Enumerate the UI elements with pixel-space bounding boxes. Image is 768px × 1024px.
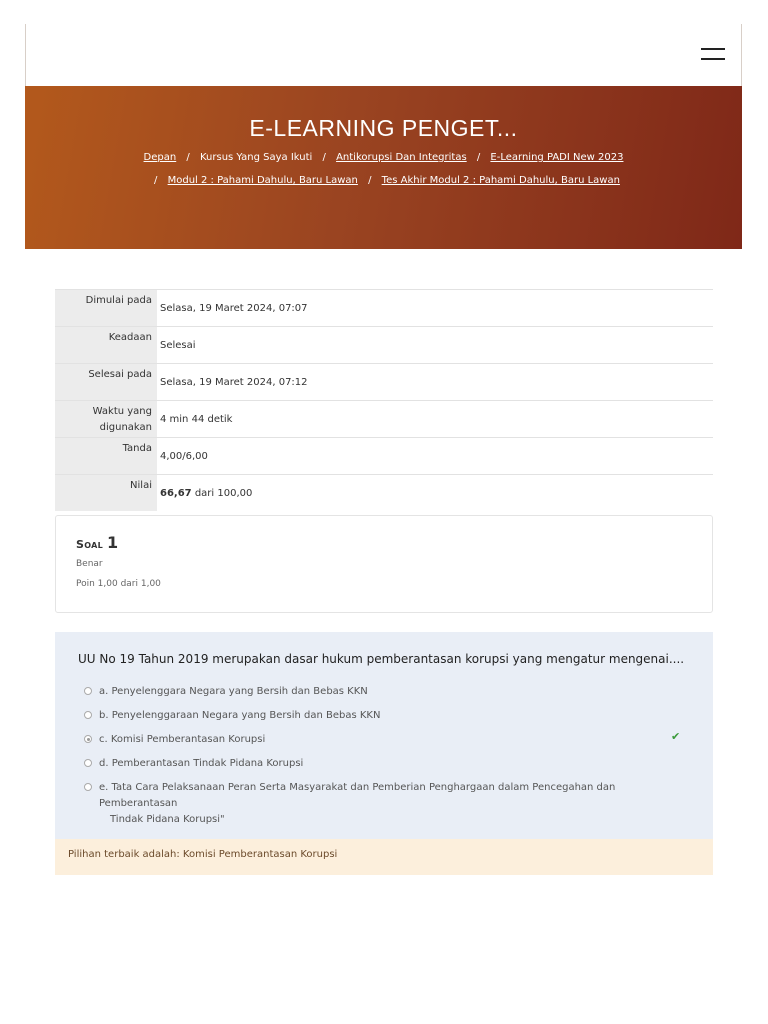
answer-text: Penyelenggara Negara yang Bersih dan Bebas KKN — [111, 686, 368, 697]
answer-option-d[interactable] — [84, 756, 684, 772]
summary-value — [157, 475, 713, 512]
radio-button[interactable] — [84, 759, 92, 767]
attempt-summary-table — [55, 289, 713, 511]
summary-row — [55, 364, 713, 401]
right-answer-feedback: Pilihan terbaik adalah: Komisi Pemberantasan Korupsi — [55, 839, 713, 875]
summary-value: 4,00/6,00 — [157, 438, 713, 475]
breadcrumb-separator: / — [368, 175, 372, 186]
summary-row — [55, 290, 713, 327]
check-icon: ✔ — [671, 730, 681, 743]
answer-letter: b. — [99, 710, 109, 721]
breadcrumb-link-depan[interactable]: Depan — [143, 152, 177, 163]
answer-option-c[interactable] — [84, 732, 684, 748]
answer-option-b[interactable] — [84, 708, 684, 724]
question-grade: Poin 1,00 dari 1,00 — [76, 579, 161, 589]
radio-button[interactable] — [84, 711, 92, 719]
radio-button-selected[interactable] — [84, 735, 92, 743]
radio-button[interactable] — [84, 687, 92, 695]
summary-label: Dimulai pada — [55, 290, 157, 327]
page-header — [25, 86, 742, 249]
summary-label: Selesai pada — [55, 364, 157, 401]
summary-label: Waktu yang digunakan — [55, 401, 157, 438]
breadcrumb-separator: / — [186, 152, 190, 163]
summary-row — [55, 401, 713, 438]
question-content — [55, 632, 713, 839]
summary-label: Tanda — [55, 438, 157, 475]
question-number — [76, 533, 118, 552]
answer-letter: c. — [99, 734, 108, 745]
answer-letter: e. — [99, 782, 109, 793]
grade-max: dari 100,00 — [194, 487, 253, 499]
summary-label: Keadaan — [55, 327, 157, 364]
answer-option-a[interactable] — [84, 684, 684, 700]
question-number-value: 1 — [107, 533, 119, 552]
question-info-box — [55, 515, 713, 613]
breadcrumb-link-elearning[interactable]: E-Learning PADI New 2023 — [490, 152, 624, 163]
top-navbar — [25, 24, 742, 86]
answer-text: Pemberantasan Tindak Pidana Korupsi — [111, 758, 304, 769]
answer-letter: d. — [99, 758, 109, 769]
breadcrumb-separator: / — [154, 175, 158, 186]
summary-label: Nilai — [55, 475, 157, 512]
breadcrumb-link-tes[interactable]: Tes Akhir Modul 2 : Pahami Dahulu, Baru Lawan — [381, 175, 620, 186]
answer-text: Penyelenggaraan Negara yang Bersih dan Bebas KKN — [111, 710, 381, 721]
summary-row — [55, 327, 713, 364]
answer-option-e[interactable] — [84, 780, 684, 828]
radio-button[interactable] — [84, 783, 92, 791]
page-title: E-LEARNING PENGET... — [249, 115, 518, 141]
breadcrumb-link-modul[interactable]: Modul 2 : Pahami Dahulu, Baru Lawan — [167, 175, 358, 186]
answer-text-continued: Tindak Pidana Korupsi" — [110, 814, 225, 825]
summary-value: 4 min 44 detik — [157, 401, 713, 438]
answer-text: Komisi Pemberantasan Korupsi — [110, 734, 266, 745]
question-text: UU No 19 Tahun 2019 merupakan dasar hukum pemberantasan korupsi yang mengatur mengenai.... — [78, 652, 685, 666]
breadcrumb-separator: / — [476, 152, 481, 163]
breadcrumb-separator: / — [322, 152, 326, 163]
summary-value: Selasa, 19 Maret 2024, 07:12 — [157, 364, 713, 401]
breadcrumb-link-antikorupsi[interactable]: Antikorupsi Dan Integritas — [336, 152, 467, 163]
answer-list — [84, 684, 684, 836]
question-label: Soal — [76, 538, 103, 551]
breadcrumb-item-kursus: Kursus Yang Saya Ikuti — [199, 152, 313, 163]
summary-value: Selesai — [157, 327, 713, 364]
hamburger-icon[interactable] — [701, 48, 725, 62]
summary-row — [55, 438, 713, 475]
grade-value: 66,67 — [160, 487, 192, 499]
summary-value: Selasa, 19 Maret 2024, 07:07 — [157, 290, 713, 327]
question-state: Benar — [76, 559, 103, 569]
answer-letter: a. — [99, 686, 109, 697]
summary-row — [55, 475, 713, 512]
answer-text: Tata Cara Pelaksanaan Peran Serta Masyarakat dan Pemberian Penghargaan dalam Pencegahan dan Pemberantasan — [99, 782, 616, 809]
breadcrumb — [25, 146, 742, 192]
